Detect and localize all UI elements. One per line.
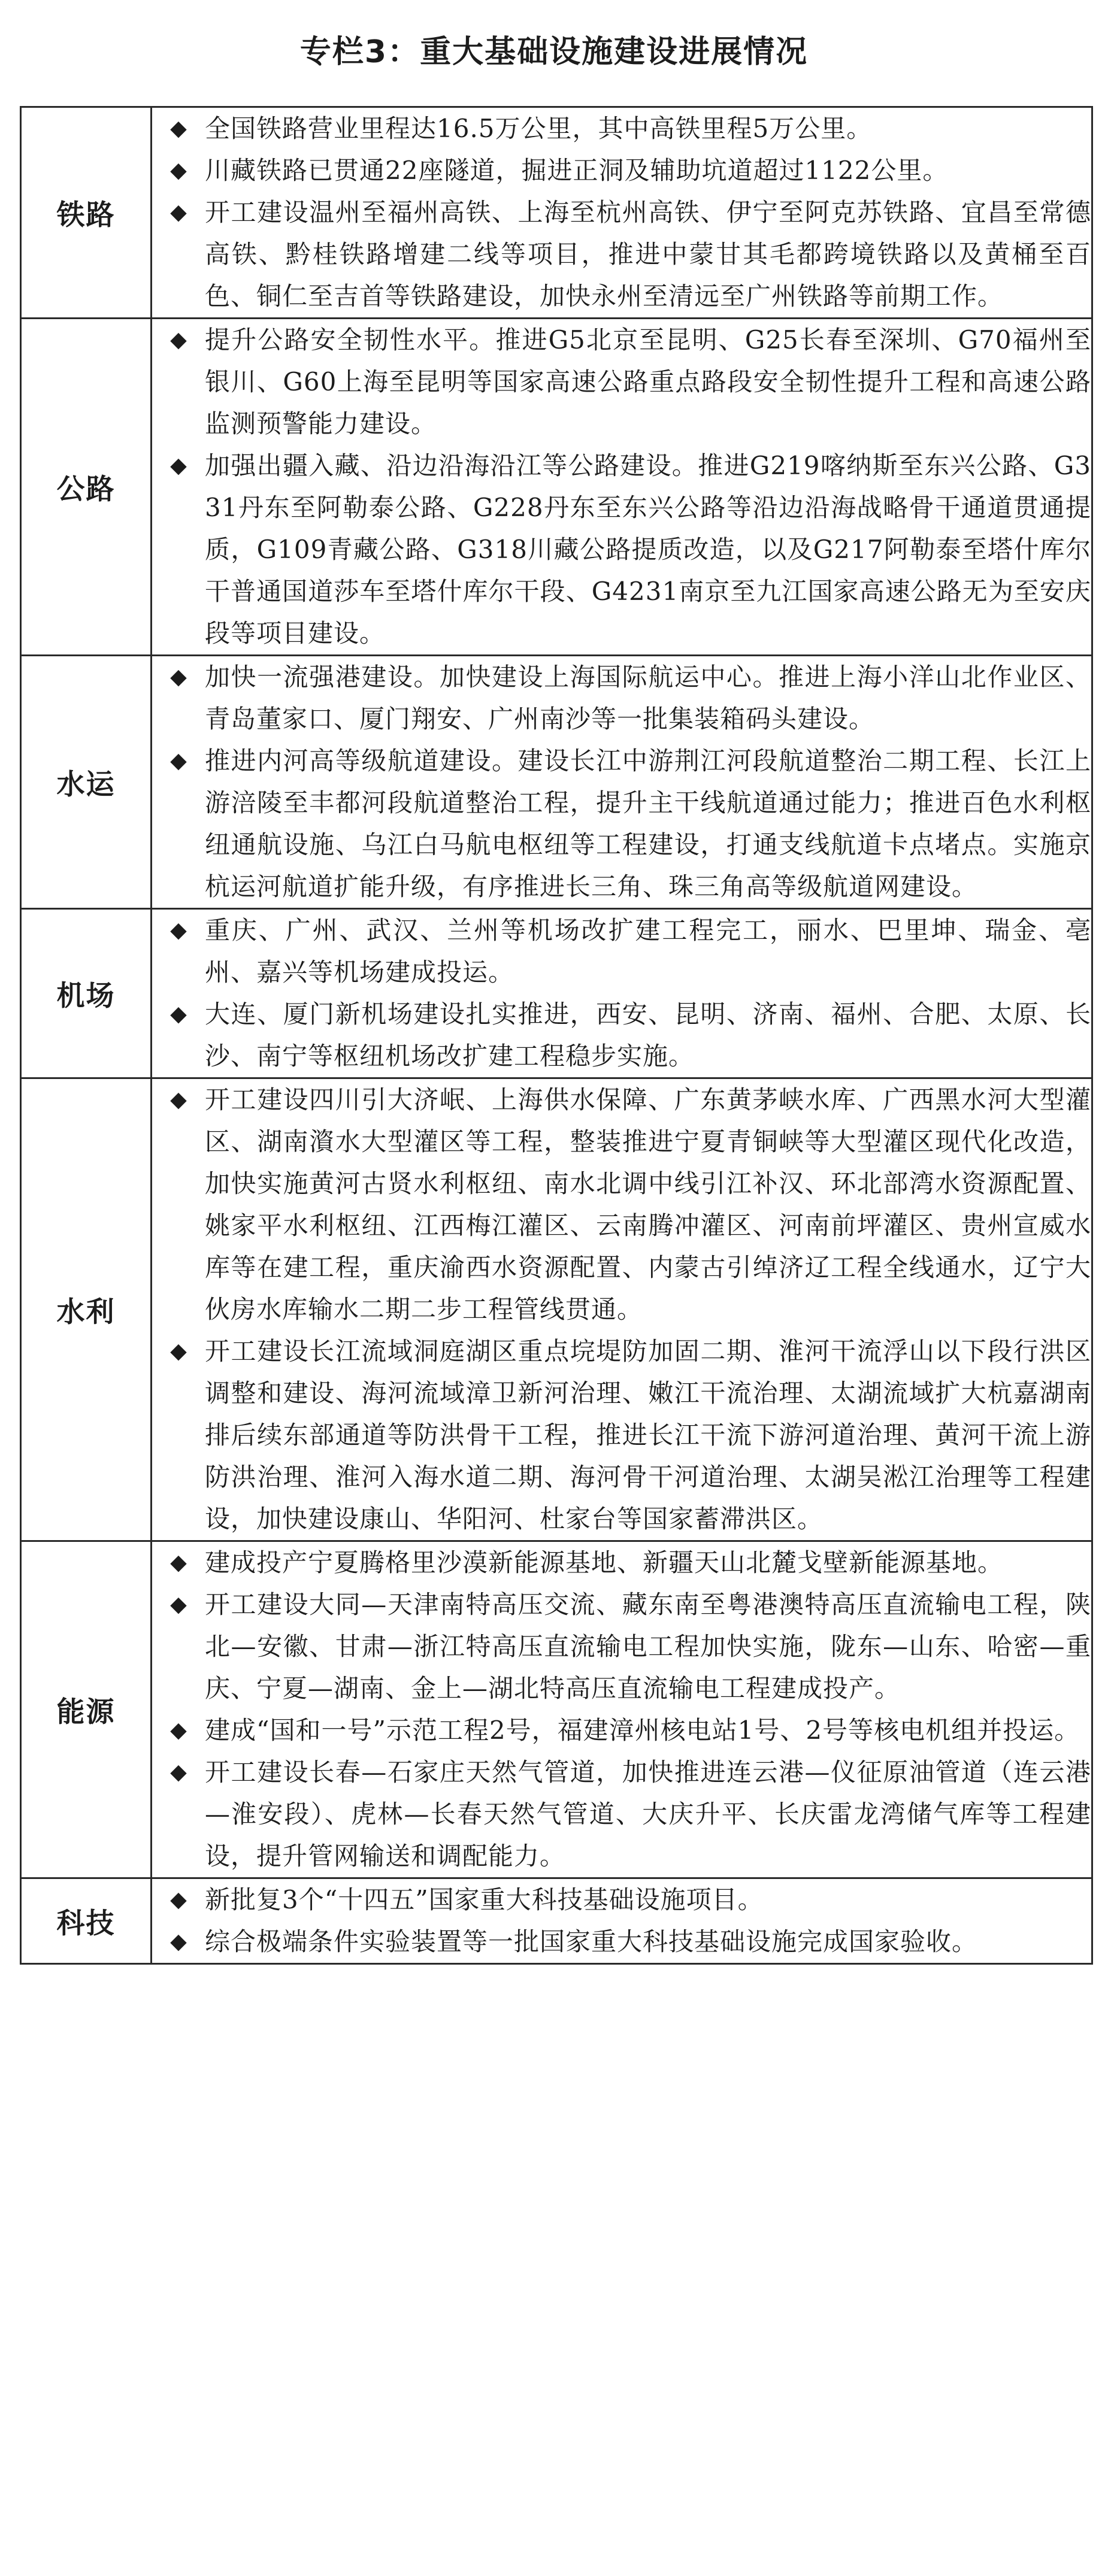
item-text: 开工建设长春—石家庄天然气管道，加快推进连云港—仪征原油管道（连云港—淮安段）、虎林—长春天然气管道、大庆升平、长庆雷龙湾储气库等工程建设，提升管网输送和调配能力。	[205, 1757, 1091, 1871]
item-text: 开工建设温州至福州高铁、上海至杭州高铁、伊宁至阿克苏铁路、宜昌至常德高铁、黔桂铁路增建二线等项目，推进中蒙甘其毛都跨境铁路以及黄桶至百色、铜仁至吉首等铁路建设，加快永州至清远至广州铁路等前期工作。	[205, 198, 1091, 311]
content-cell	[152, 909, 1092, 1078]
list-item	[152, 1879, 1091, 1921]
item-text: 推进内河高等级航道建设。建设长江中游荆江河段航道整治二期工程、长江上游涪陵至丰都河段航道整治工程，提升主干线航道通过能力；推进百色水利枢纽通航设施、乌江白马航电枢纽等工程建设，打通支线航道卡点堵点。实施京杭运河航道扩能升级，有序推进长三角、珠三角高等级航道网建设。	[205, 746, 1091, 901]
diamond-bullet-icon: ◆	[170, 453, 187, 478]
table-row	[21, 1878, 1092, 1964]
diamond-bullet-icon: ◆	[170, 1002, 187, 1026]
item-list	[152, 1079, 1091, 1540]
item-list	[152, 1879, 1091, 1963]
content-cell	[152, 319, 1092, 656]
table-row	[21, 909, 1092, 1078]
list-item	[152, 1584, 1091, 1710]
item-text: 开工建设四川引大济岷、上海供水保障、广东黄茅峡水库、广西黑水河大型灌区、湖南澬水大型灌区等工程，整装推进宁夏青铜峡等大型灌区现代化改造，加快实施黄河古贤水利枢纽、南水北调中线引江补汉、环北部湾水资源配置、姚家平水利枢纽、江西梅江灌区、云南腾冲灌区、河南前坪灌区、贵州宣威水库等在建工程，重庆渝西水资源配置、内蒙古引绰济辽工程全线通水，辽宁大伙房水库输水二期二步工程管线贯通。	[205, 1085, 1091, 1324]
diamond-bullet-icon: ◆	[170, 918, 187, 942]
item-list	[152, 656, 1091, 908]
list-item	[152, 910, 1091, 993]
content-cell	[152, 107, 1092, 319]
list-item	[152, 1710, 1091, 1751]
list-item	[152, 1751, 1091, 1877]
category-cell: 公路	[21, 319, 152, 656]
item-list	[152, 108, 1091, 317]
table-row	[21, 1541, 1092, 1878]
diamond-bullet-icon: ◆	[170, 328, 187, 352]
category-cell: 能源	[21, 1541, 152, 1878]
diamond-bullet-icon: ◆	[170, 665, 187, 689]
item-text: 大连、厦门新机场建设扎实推进，西安、昆明、济南、福州、合肥、太原、长沙、南宁等枢纽机场改扩建工程稳步实施。	[205, 999, 1091, 1071]
content-cell	[152, 1078, 1092, 1541]
list-item	[152, 445, 1091, 654]
item-list	[152, 1542, 1091, 1877]
diamond-bullet-icon: ◆	[170, 1550, 187, 1575]
item-text: 建成投产宁夏腾格里沙漠新能源基地、新疆天山北麓戈壁新能源基地。	[205, 1548, 1004, 1577]
item-text: 建成“国和一号”示范工程2号，福建漳州核电站1号、2号等核电机组并投运。	[205, 1716, 1080, 1745]
table-row	[21, 656, 1092, 909]
item-text: 加快一流强港建设。加快建设上海国际航运中心。推进上海小洋山北作业区、青岛董家口、厦门翔安、广州南沙等一批集装箱码头建设。	[205, 662, 1091, 734]
item-list	[152, 910, 1091, 1077]
item-text: 重庆、广州、武汉、兰州等机场改扩建工程完工，丽水、巴里坤、瑞金、亳州、嘉兴等机场建成投运。	[205, 916, 1091, 987]
category-cell: 水运	[21, 656, 152, 909]
item-text: 新批复3个“十四五”国家重大科技基础设施项目。	[205, 1885, 764, 1914]
item-text: 提升公路安全韧性水平。推进G5北京至昆明、G25长春至深圳、G70福州至银川、G60上海至昆明等国家高速公路重点路段安全韧性提升工程和高速公路监测预警能力建设。	[205, 325, 1091, 438]
diamond-bullet-icon: ◆	[170, 1592, 187, 1617]
diamond-bullet-icon: ◆	[170, 1339, 187, 1363]
category-cell: 机场	[21, 909, 152, 1078]
content-cell	[152, 1878, 1092, 1964]
list-item	[152, 1542, 1091, 1584]
item-list	[152, 319, 1091, 654]
infrastructure-table	[20, 106, 1093, 1965]
list-item	[152, 1921, 1091, 1963]
diamond-bullet-icon: ◆	[170, 1087, 187, 1112]
item-text: 开工建设长江流域洞庭湖区重点垸堤防加固二期、淮河干流浮山以下段行洪区调整和建设、海河流域漳卫新河治理、嫩江干流治理、太湖流域扩大杭嘉湖南排后续东部通道等防洪骨干工程，推进长江干流下游河道治理、黄河干流上游防洪治理、淮河入海水道二期、海河骨干河道治理、太湖吴淞江治理等工程建设，加快建设康山、华阳河、杜家台等国家蓄滞洪区。	[205, 1337, 1091, 1534]
diamond-bullet-icon: ◆	[170, 1760, 187, 1784]
list-item	[152, 656, 1091, 740]
diamond-bullet-icon: ◆	[170, 1718, 187, 1742]
page-title: 专栏3：重大基础设施建设进展情况	[299, 34, 809, 70]
table-row	[21, 107, 1092, 319]
diamond-bullet-icon: ◆	[170, 748, 187, 773]
list-item	[152, 993, 1091, 1077]
list-item	[152, 319, 1091, 445]
category-cell: 水利	[21, 1078, 152, 1541]
list-item	[152, 150, 1091, 192]
list-item	[152, 1079, 1091, 1331]
list-item	[152, 192, 1091, 317]
content-cell	[152, 1541, 1092, 1878]
diamond-bullet-icon: ◆	[170, 1887, 187, 1912]
category-cell: 铁路	[21, 107, 152, 319]
diamond-bullet-icon: ◆	[170, 116, 187, 141]
item-text: 川藏铁路已贯通22座隧道，掘进正洞及辅助坑道超过1122公里。	[205, 156, 949, 185]
list-item	[152, 108, 1091, 150]
item-text: 全国铁路营业里程达16.5万公里，其中高铁里程5万公里。	[205, 114, 873, 143]
table-row	[21, 319, 1092, 656]
diamond-bullet-icon: ◆	[170, 200, 187, 225]
diamond-bullet-icon: ◆	[170, 1929, 187, 1954]
table-body	[21, 107, 1092, 1964]
category-cell: 科技	[21, 1878, 152, 1964]
content-cell	[152, 656, 1092, 909]
list-item	[152, 1331, 1091, 1540]
list-item	[152, 740, 1091, 908]
item-text: 加强出疆入藏、沿边沿海沿江等公路建设。推进G219喀纳斯至东兴公路、G331丹东至阿勒泰公路、G228丹东至东兴公路等沿边沿海战略骨干通道贯通提质，G109青藏公路、G318川藏公路提质改造，以及G217阿勒泰至塔什库尔干普通国道莎车至塔什库尔干段、G4231南京至九江国家高速公路无为至安庆段等项目建设。	[205, 451, 1091, 648]
item-text: 综合极端条件实验装置等一批国家重大科技基础设施完成国家验收。	[205, 1927, 978, 1956]
item-text: 开工建设大同—天津南特高压交流、藏东南至粤港澳特高压直流输电工程，陕北—安徽、甘肃—浙江特高压直流输电工程加快实施，陇东—山东、哈密—重庆、宁夏—湖南、金上—湖北特高压直流输电工程建成投产。	[205, 1590, 1091, 1703]
diamond-bullet-icon: ◆	[170, 158, 187, 183]
table-row	[21, 1078, 1092, 1541]
